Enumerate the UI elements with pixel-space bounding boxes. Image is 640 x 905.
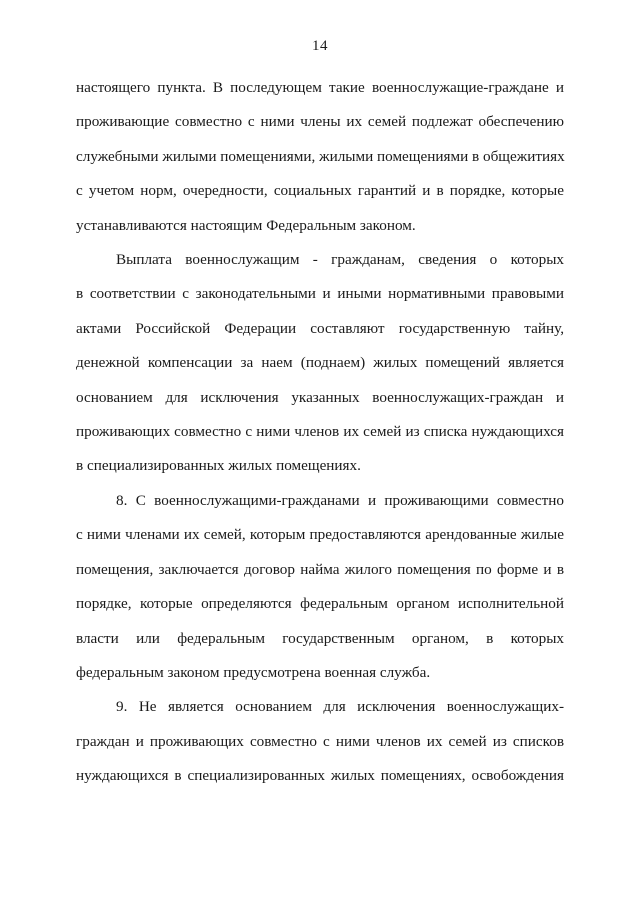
text-line: с учетом норм, очередности, социальных гарантий и в порядке, которые [76, 182, 564, 200]
text-line: проживающие совместно с ними члены их семей подлежат обеспечению [76, 113, 564, 131]
text-line: основанием для исключения указанных военнослужащих-граждан и [76, 388, 564, 406]
paragraph [76, 690, 564, 793]
text-line: актами Российской Федерации составляют государственную тайну, [76, 319, 564, 337]
paragraph [76, 71, 564, 243]
text-line: власти или федеральным государственным органом, в которых [76, 629, 564, 647]
paragraph [76, 243, 564, 484]
text-line: с ними членами их семей, которым предоставляются арендованные жилые [76, 526, 564, 544]
text-line: порядке, которые определяются федеральным органом исполнительной [76, 595, 564, 613]
text-line: денежной компенсации за наем (поднаем) жилых помещений является [76, 354, 564, 372]
text-line: 8. С военнослужащими-гражданами и проживающими совместно [116, 491, 564, 509]
text-line: служебными жилыми помещениями, жилыми помещениями в общежитиях [76, 147, 565, 165]
text-line: нуждающихся в специализированных жилых помещениях, освобождения [76, 767, 564, 785]
text-line: 9. Не является основанием для исключения военнослужащих- [116, 698, 564, 716]
text-line: в соответствии с законодательными и иными нормативными правовыми [76, 285, 564, 303]
text-line: устанавливаются настоящим Федеральным законом. [76, 216, 416, 234]
text-line: настоящего пункта. В последующем такие военнослужащие-граждане и [76, 79, 564, 96]
page-number: 14 [312, 38, 328, 54]
text-line: помещения, заключается договор найма жилого помещения по форме и в [76, 560, 564, 578]
text-line: в специализированных жилых помещениях. [76, 457, 361, 475]
text-line: федеральным законом предусмотрена военная служба. [76, 663, 431, 681]
text-line: Выплата военнослужащим - гражданам, сведения о которых [116, 251, 564, 269]
paragraph [76, 484, 564, 690]
document-body [76, 71, 564, 794]
text-line: проживающих совместно с ними членов их семей из списка нуждающихся [76, 423, 564, 441]
text-line: граждан и проживающих совместно с ними членов их семей из списков [76, 732, 564, 750]
